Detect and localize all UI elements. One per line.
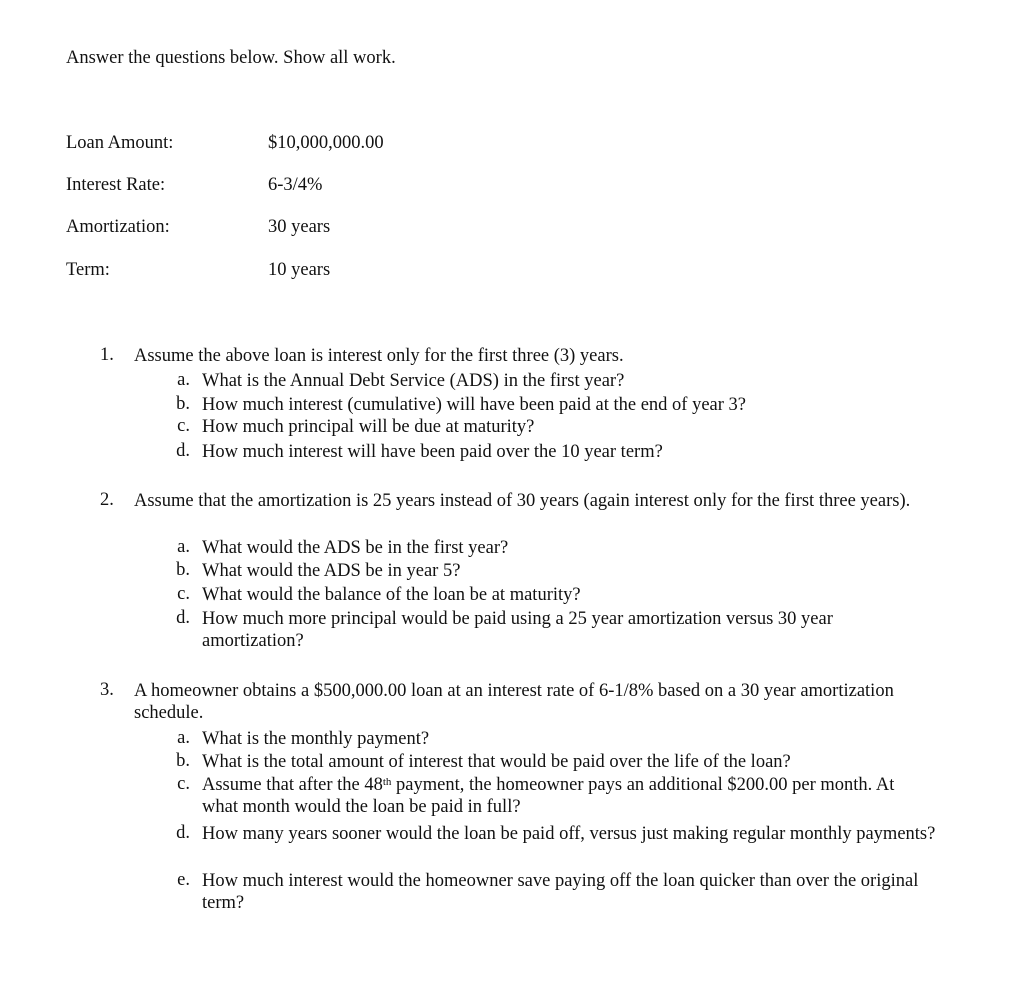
page-instructions: Answer the questions below. Show all work. <box>66 48 396 68</box>
part-letter: a. <box>177 537 190 557</box>
part-text: What would the ADS be in the first year? <box>202 538 509 558</box>
part-text: How much more principal would be paid using a 25 year amortization versus 30 year amortization? <box>202 609 833 651</box>
part-text-before: Assume that after the 48 <box>202 775 383 795</box>
ordinal-superscript: th <box>382 776 392 788</box>
question-number: 2. <box>100 490 114 510</box>
part-letter: c. <box>177 584 190 604</box>
part-letter: e. <box>177 870 190 890</box>
interest-rate-label: Interest Rate: <box>66 175 166 195</box>
part-letter: d. <box>176 608 190 628</box>
amortization-value: 30 years <box>268 217 331 237</box>
part-text: What is the monthly payment? <box>202 729 430 749</box>
part-text: What would the balance of the loan be at maturity? <box>202 585 581 605</box>
part-text: What is the total amount of interest that would be paid over the life of the loan? <box>202 752 791 772</box>
part-text: How much interest (cumulative) will have been paid at the end of year 3? <box>202 395 747 415</box>
part-letter: c. <box>177 416 190 436</box>
amortization-label: Amortization: <box>66 217 170 237</box>
part-text: How much interest would the homeowner save paying off the loan quicker than over the original term? <box>202 871 919 913</box>
part-text: How much interest will have been paid over the 10 year term? <box>202 442 663 462</box>
part-letter: d. <box>176 823 190 843</box>
part-letter: c. <box>177 774 190 794</box>
part-text: What would the ADS be in year 5? <box>202 561 461 581</box>
term-label: Term: <box>66 260 110 280</box>
part-text: How much principal will be due at maturity? <box>202 417 535 437</box>
part-letter: a. <box>177 728 190 748</box>
loan-amount-label: Loan Amount: <box>66 133 174 153</box>
part-text: How many years sooner would the loan be paid off, versus just making regular monthly payments? <box>202 824 936 844</box>
question-text: Assume that the amortization is 25 years instead of 30 years (again interest only for the first three years). <box>134 491 911 511</box>
interest-rate-value: 6-3/4% <box>268 175 323 195</box>
part-text-after: payment, the homeowner pays an additional $200.00 per month. At what month would the loan be paid in full? <box>202 775 895 817</box>
part-letter: b. <box>176 560 190 580</box>
loan-amount-value: $10,000,000.00 <box>268 133 384 153</box>
part-text <box>202 774 902 818</box>
part-letter: d. <box>176 441 190 461</box>
question-number: 1. <box>100 345 114 365</box>
question-number: 3. <box>100 680 114 700</box>
question-text: A homeowner obtains a $500,000.00 loan at an interest rate of 6-1/8% based on a 30 year amortization schedule. <box>134 681 894 723</box>
question-text: Assume the above loan is interest only for the first three (3) years. <box>134 346 624 366</box>
part-letter: b. <box>176 394 190 414</box>
part-text: What is the Annual Debt Service (ADS) in the first year? <box>202 371 625 391</box>
part-letter: a. <box>177 370 190 390</box>
term-value: 10 years <box>268 260 331 280</box>
part-letter: b. <box>176 751 190 771</box>
